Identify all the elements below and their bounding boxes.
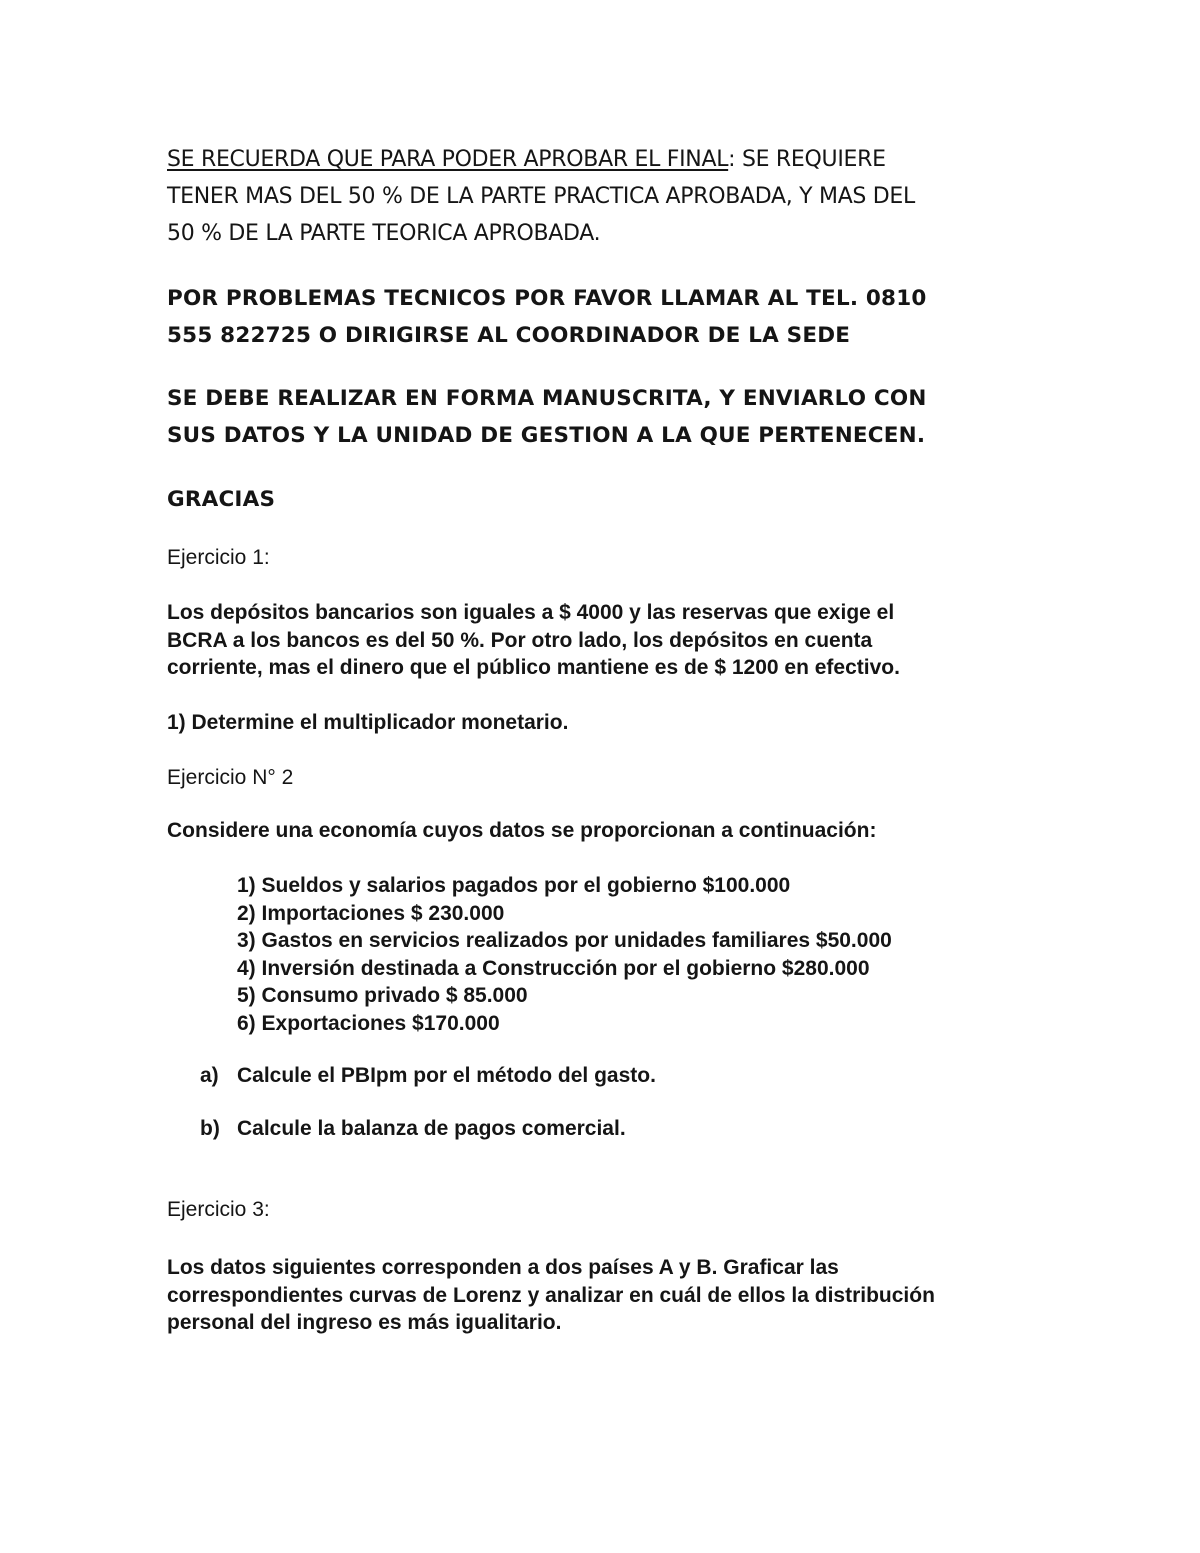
exercise-1-line2: BCRA a los bancos es del 50 %. Por otro lado, los depósitos en cuenta — [167, 628, 873, 652]
exercise-1-statement — [167, 599, 1047, 682]
list-item: 4) Inversión destinada a Construcción por el gobierno $280.000 — [237, 956, 870, 980]
list-item: 2) Importaciones $ 230.000 — [237, 901, 505, 925]
instructions-line1: SE DEBE REALIZAR EN FORMA MANUSCRITA, Y ENVIARLO CON — [167, 386, 927, 411]
question-a-text-pre: Calcule el — [237, 1064, 341, 1087]
exercise-2-data-list — [237, 872, 892, 1037]
exercise-1-title: Ejercicio 1: — [167, 546, 270, 569]
list-item: 6) Exportaciones $170.000 — [237, 1011, 500, 1035]
question-a-label: a) — [200, 1064, 219, 1087]
list-item: 5) Consumo privado $ 85.000 — [237, 984, 528, 1007]
instructions-line2: SUS DATOS Y LA UNIDAD DE GESTION A LA QUE PERTENECEN. — [167, 423, 926, 448]
exercise-3-line3: personal del ingreso es más igualitario. — [167, 1311, 562, 1334]
exercise-2-question-a — [200, 1062, 656, 1090]
notice-underlined-heading: SE RECUERDA QUE PARA PODER APROBAR EL FINAL — [167, 147, 729, 172]
technical-support-notice — [167, 280, 1047, 354]
list-item: 3) Gastos en servicios realizados por unidades familiares $50.000 — [237, 929, 892, 952]
exercise-1-line3: corriente, mas el dinero que el público mantiene es de $ 1200 en efectivo. — [167, 656, 900, 679]
exercise-3-title: Ejercicio 3: — [167, 1198, 270, 1221]
submission-instructions — [167, 380, 1047, 454]
exercise-2-intro: Considere una economía cuyos datos se proporcionan a continuación: — [167, 819, 877, 842]
list-item: 1) Sueldos y salarios pagados por el gobierno $100.000 — [237, 874, 791, 897]
support-line1: POR PROBLEMAS TECNICOS POR FAVOR LLAMAR AL TEL. 0810 — [167, 286, 927, 311]
exercise-2-title: Ejercicio N° 2 — [167, 766, 294, 789]
notice-line2: TENER MAS DEL 50 % DE LA PARTE PRACTICA APROBADA, Y MAS DEL — [167, 184, 915, 209]
question-b-text: Calcule la balanza de pagos comercial. — [237, 1117, 626, 1140]
question-b-label: b) — [200, 1117, 220, 1140]
notice-line1-rest: : SE REQUIERE — [728, 147, 886, 172]
final-exam-notice — [167, 141, 1047, 252]
exercise-3-statement — [167, 1254, 1047, 1337]
question-a-emphasis: PBIpm — [340, 1064, 408, 1087]
exercise-3-line1: Los datos siguientes corresponden a dos países A y B. Graficar las — [167, 1256, 839, 1279]
exercise-3-line2: correspondientes curvas de Lorenz y analizar en cuál de ellos la distribución — [167, 1283, 935, 1307]
support-line2: 555 822725 O DIRIGIRSE AL COORDINADOR DE LA SEDE — [167, 323, 851, 348]
exercise-1-line1: Los depósitos bancarios son iguales a $ 4000 y las reservas que exige el — [167, 601, 895, 624]
thanks-text: GRACIAS — [167, 487, 276, 512]
exercise-1-question: 1) Determine el multiplicador monetario. — [167, 711, 569, 734]
question-a-text-post: por el método del gasto. — [407, 1064, 656, 1087]
exercise-2-question-b — [200, 1115, 626, 1143]
notice-line3: 50 % DE LA PARTE TEORICA APROBADA. — [167, 221, 601, 246]
